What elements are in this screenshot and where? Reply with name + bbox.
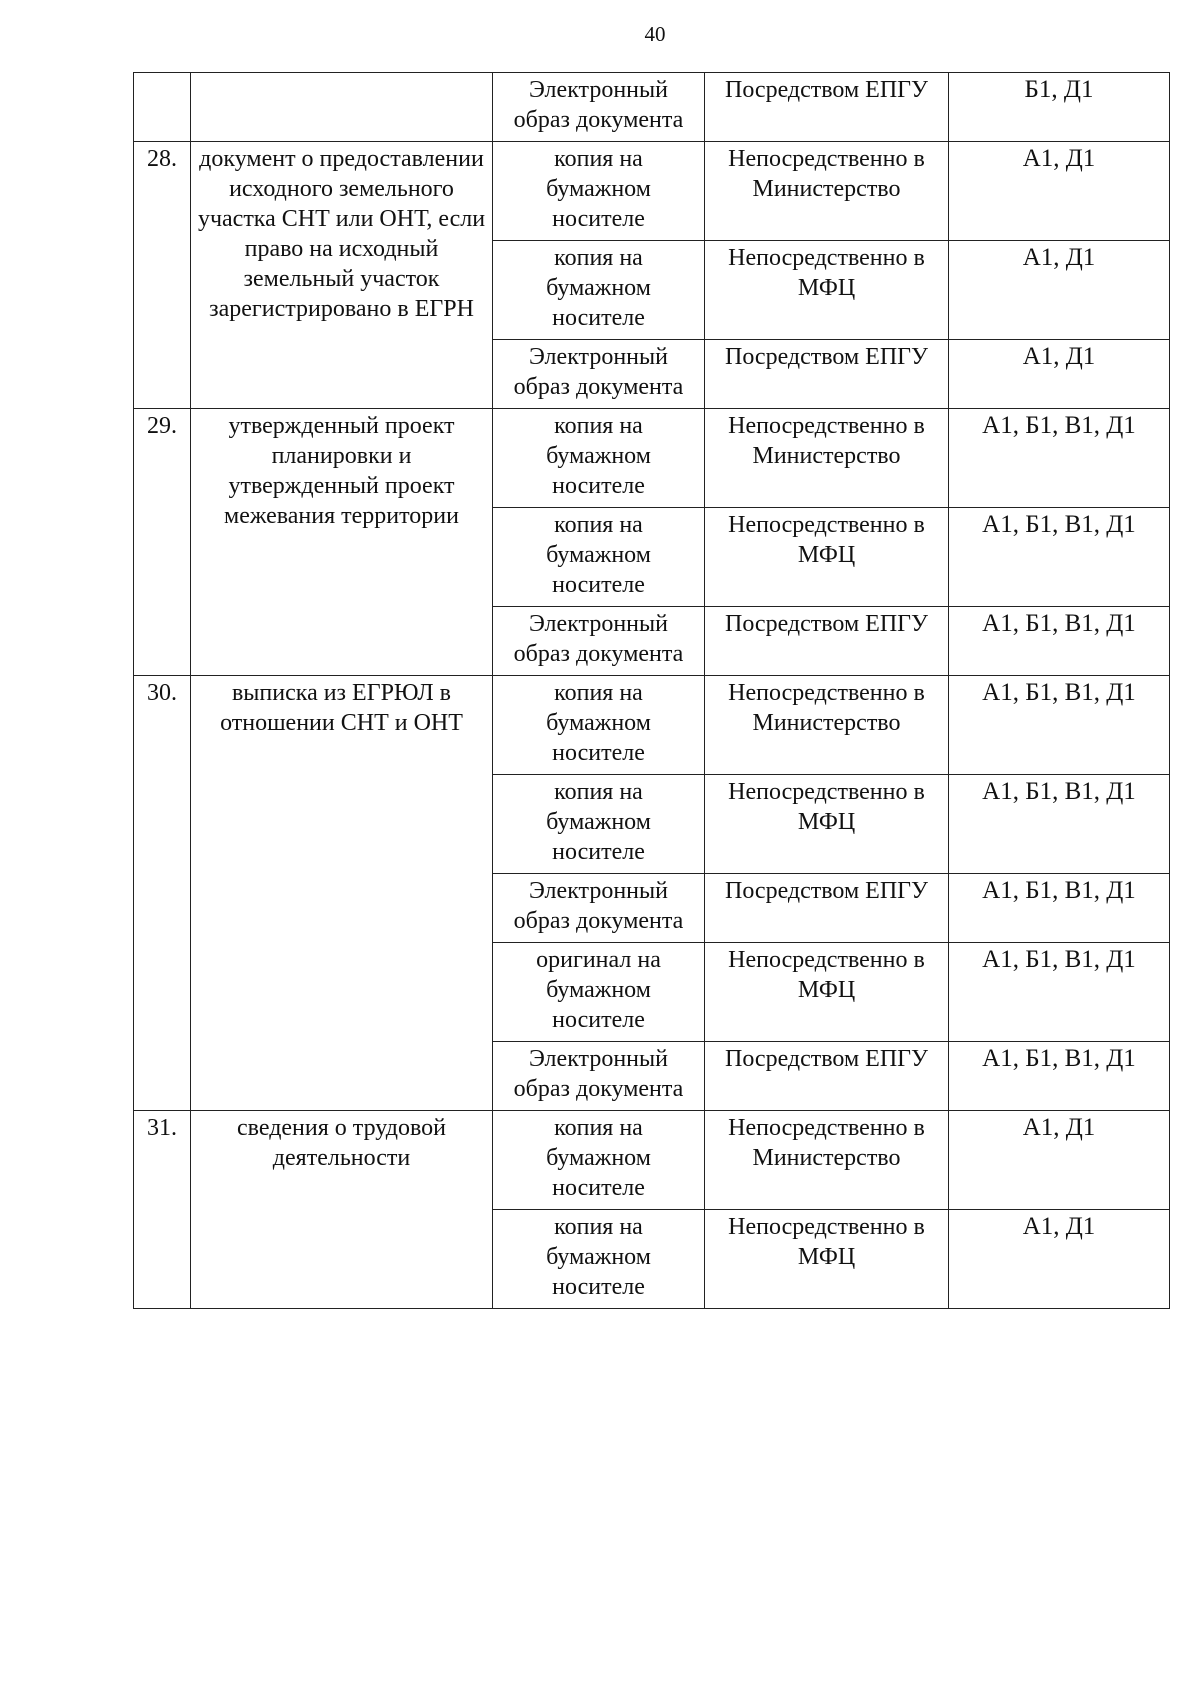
document-form: копия на бумажном носителе — [493, 142, 705, 241]
table-row — [134, 142, 1170, 241]
document-form: оригинал на бумажном носителе — [493, 943, 705, 1042]
submission-method: Посредством ЕПГУ — [705, 1042, 949, 1111]
codes: А1, Б1, В1, Д1 — [949, 943, 1170, 1042]
document-form: Электронный образ документа — [493, 340, 705, 409]
codes: А1, Б1, В1, Д1 — [949, 1042, 1170, 1111]
document-form: копия на бумажном носителе — [493, 241, 705, 340]
document-name — [191, 73, 493, 142]
submission-method: Посредством ЕПГУ — [705, 874, 949, 943]
document-form: копия на бумажном носителе — [493, 1210, 705, 1309]
codes: А1, Б1, В1, Д1 — [949, 409, 1170, 508]
documents-table — [133, 72, 1170, 1309]
document-form: копия на бумажном носителе — [493, 1111, 705, 1210]
item-number: 30. — [134, 676, 191, 1111]
document-form: Электронный образ документа — [493, 874, 705, 943]
document-name: сведения о трудовой деятельности — [191, 1111, 493, 1309]
codes: А1, Д1 — [949, 1111, 1170, 1210]
codes: А1, Б1, В1, Д1 — [949, 607, 1170, 676]
submission-method: Посредством ЕПГУ — [705, 73, 949, 142]
table-row — [134, 73, 1170, 142]
submission-method: Непосредственно в МФЦ — [705, 241, 949, 340]
table-row — [134, 676, 1170, 775]
document-form: копия на бумажном носителе — [493, 409, 705, 508]
item-number — [134, 73, 191, 142]
table-row — [134, 1111, 1170, 1210]
document-form: Электронный образ документа — [493, 1042, 705, 1111]
codes: А1, Б1, В1, Д1 — [949, 508, 1170, 607]
document-name: документ о предоставлении исходного земельного участка СНТ или ОНТ, если право на исходный земельный участок зарегистрировано в ЕГРН — [191, 142, 493, 409]
document-form: Электронный образ документа — [493, 607, 705, 676]
submission-method: Непосредственно в МФЦ — [705, 775, 949, 874]
submission-method: Непосредственно в Министерство — [705, 142, 949, 241]
document-form: Электронный образ документа — [493, 73, 705, 142]
page-number: 40 — [644, 22, 666, 46]
submission-method: Посредством ЕПГУ — [705, 607, 949, 676]
codes: А1, Д1 — [949, 241, 1170, 340]
document-name: выписка из ЕГРЮЛ в отношении СНТ и ОНТ — [191, 676, 493, 1111]
codes: А1, Б1, В1, Д1 — [949, 874, 1170, 943]
submission-method: Непосредственно в МФЦ — [705, 943, 949, 1042]
submission-method: Непосредственно в Министерство — [705, 1111, 949, 1210]
submission-method: Непосредственно в МФЦ — [705, 508, 949, 607]
codes: А1, Б1, В1, Д1 — [949, 775, 1170, 874]
table-row — [134, 409, 1170, 508]
document-form: копия на бумажном носителе — [493, 508, 705, 607]
submission-method: Непосредственно в Министерство — [705, 676, 949, 775]
submission-method: Посредством ЕПГУ — [705, 340, 949, 409]
codes: А1, Д1 — [949, 340, 1170, 409]
codes: Б1, Д1 — [949, 73, 1170, 142]
codes: А1, Д1 — [949, 142, 1170, 241]
document-name: утвержденный проект планировки и утвержденный проект межевания территории — [191, 409, 493, 676]
item-number: 31. — [134, 1111, 191, 1309]
document-form: копия на бумажном носителе — [493, 676, 705, 775]
item-number: 28. — [134, 142, 191, 409]
submission-method: Непосредственно в Министерство — [705, 409, 949, 508]
document-form: копия на бумажном носителе — [493, 775, 705, 874]
codes: А1, Б1, В1, Д1 — [949, 676, 1170, 775]
item-number: 29. — [134, 409, 191, 676]
submission-method: Непосредственно в МФЦ — [705, 1210, 949, 1309]
codes: А1, Д1 — [949, 1210, 1170, 1309]
